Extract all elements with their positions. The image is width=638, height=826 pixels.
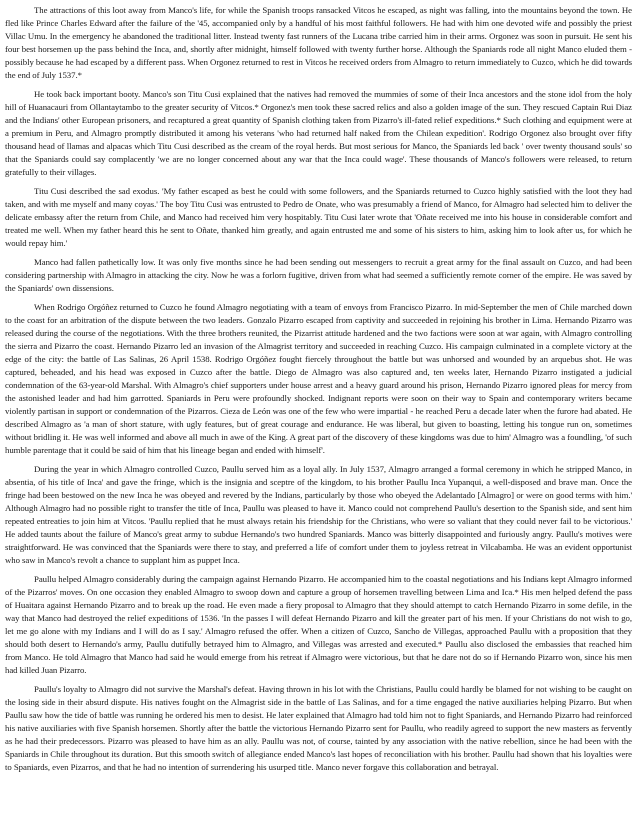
paragraph-7: Paullu helped Almagro considerably during the campaign against Hernando Pizarro. He accompanied him to the coastal negotiations and his Indians kept Almagro informed of the Pizarros' moves. On one occasion they enabled Almagro to swoop down and capture a group of horsemen travelling between Lima and Ica.* His men helped defend the pass of Huaitara against Hernando Pizarro and to break up the road. He even made a fiery proposal to Almagro that they should attempt to catch Hernando Pizarro in some defile, in the way that Manco had destroyed the relief expeditions of 1536. 'In the passes I will defeat Hernando Pizarro and kill the greater part of his men. If your Christians do not wish to go, let me go alone with my Indians and I will do as I say.' Almagro refused the offer. When a citizen of Cuzco, Sancho de Villegas, approached Paullu with a proposition that they should both desert to Hernando's army, Paullu dutifully betrayed him to Almagro, and Villegas was arrested and executed.* Paullu also disclosed the embassies that reached him from Manco. He told Almagro that Manco had said he would emerge from his retreat if Almagro were victorious, but that he dare not do so if Hernando Pizarro won, since his men had killed Juan Pizarro. (5, 574, 632, 675)
paragraph-1: The attractions of this loot away from Manco's life, for while the Spanish troops ransacked Vitcos he escaped, as night was falling, into the mountains beyond the town. He fled like Prince Charles Edward after the failure of the '45, accompanied only by a handful of his most faithful followers. He had with him one devoted wife and possibly the priest Villac Umu. In the emergency he abandoned the traditional litter. Instead twenty fast runners of the Lucana tribe carried him in their arms. Orgonez was soon in pursuit. He sent his four best horsemen up the pass behind the Inca, and, shortly after midnight, himself followed with twenty further horse. Although the Spaniards rode all night Manco eluded them - possibly because he had escaped by a different pass. When Orgonez returned to rest in Vitcos he received orders from Almagro to return immediately to Cuzco, which he did towards the end of July 1537.* (5, 5, 632, 80)
paragraph-2: He took back important booty. Manco's son Titu Cusi explained that the natives had removed the mummies of some of their Inca ancestors and the stone idol from the holy hill of Huanacauri from Ollantaytambo to the greater security of Vitcos.* Orgonez's men took these sacred relics and also a golden image of the sun. They rescued Captain Rui Diaz and the Indians' other European prisoners, and recaptured a great quantity of Spanish clothing taken from Pizarro's ill-fated relief expeditions.* Such clothing and equipment were at a premium in Peru, and Almagro promptly distributed it among his veterans 'who had returned half naked from the Chilean expedition'. Rodrigo Orgonez also brought over fifty thousand head of llamas and alpacas which Titu Cusi described as the cream of the royal herds. But most serious for Manco, the Spaniards led back ' over twenty thousand souls' so that the Spaniards could say complacently 'we are no longer concerned about any war that the Inca could wage'. These thousands of Manco's followers were released, to return gratefully to their villages. (5, 89, 632, 177)
paragraph-4: Manco had fallen pathetically low. It was only five months since he had been sending out messengers to recruit a great army for the final assault on Cuzco, and had been considering partnership with Almagro in attacking the city. Now he was a forlorn fugitive, driven from what had seemed a sufficiently remote corner of the empire. He was saved by the Spaniards' own dissensions. (5, 257, 632, 293)
paragraph-6: During the year in which Almagro controlled Cuzco, Paullu served him as a loyal ally. In July 1537, Almagro arranged a formal ceremony in which he stripped Manco, in absentia, of his title of Inca' and gave the fringe, which is the insignia and sceptre of the kingdom, to his brother Paullu Inca Yupanqui, a well-disposed and brave man. Once the fringe had been bestowed on the new Inca he was obeyed and revered by the Indians, particularly by those who obeyed the Adelantado [Almagro] or were on good terms with him.' Although Almagro had no possible right to transfer the title of Inca, Paullu was pleased to have it. Manco could not comprehend Paullu's desertion to the Spanish side, and sent him repeated entreaties to join him at Vitcos. 'Paullu replied that he must always retain his friendship for the Christians, who were so valiant that they could never fail to be victorious.' He added taunts about the failure of Manco's great army to subdue Hernando's two hundred Spaniards. Manco was bitterly disappointed and furiously angry. Paullu's motives were straightforward. He was convinced that the Spaniards were there to stay, and preferred a life of comfort under them to joyless retreat in Vilcabamba. He was an evident opportunist who saw in Manco's revolt a chance to supplant him as puppet Inca. (5, 464, 632, 565)
paragraph-8: Paullu's loyalty to Almagro did not survive the Marshal's defeat. Having thrown in his lot with the Christians, Paullu could hardly be blamed for not wishing to be caught on the losing side in their absurd dispute. His natives fought on the Almagrist side in the battle of Las Salinas, and for a time engaged the native auxiliaries helping Pizarro. But when Paullu saw how the tide of battle was running he ordered his men to desist. He later explained that Almagro had told him not to fight Spaniards, and Hernando Pizarro had reinforced his native auxiliaries with five Spanish horsemen. Shortly after the battle the victorious Hernando Pizarro sent for Paullu, who readily agreed to support the new masters as fervently as he had their predecessors. Pizarro was pleased to have him as an ally. Paullu was not, of course, tainted by any association with the native rebellion, since he had been with the Spaniards in Chile throughout its duration. But this smooth switch of allegiance ended Manco's last hopes of reconciliation with his brother. Paullu had shown that his loyalties were to Spaniards, even Pizarros, and that he had no intention of surrendering his usurped title. Manco never forgave this collaboration and betrayal. (5, 684, 632, 772)
paragraph-3: Titu Cusi described the sad exodus. 'My father escaped as best he could with some followers, and the Spaniards returned to Cuzco highly satisfied with the loot they had taken, and with me myself and many coyas.' The boy Titu Cusi was entrusted to Pedro de Onate, who was presumably a friend of Manco, for Almagro had selected him to deliver the delicate embassy after the return from Chile, and Manco had received him very hospitably. Titu Cusi later wrote that 'Oñate received me into his house in considerable comfort and treated me well. When my father heard this he sent to Oñate, thanked him greatly, and again entrusted me and some of his sisters to him, asking him to look after us, for which he would repay him.' (5, 186, 632, 248)
paragraph-5: When Rodrigo Orgóñez returned to Cuzco he found Almagro negotiating with a team of envoys from Francisco Pizarro. In mid-September the men of Chile marched down to the coast for an arbitration of the dispute between the two leaders. Gonzalo Pizarro escaped from captivity and succeeded in rejoining his brother in Lima. Hernando Pizarro was released during the course of the negotiations. With the three brothers reunited, the Pizarrist attitude hardened and the two factions were soon at war again, with Almagro controlling the sierra and Pizarro the coast. Hernando Pizarro led an invasion of the Almagrist territory and succeeded in reaching Cuzco. His campaign culminated in a complete victory at the edge of the city: the battle of Las Salinas, 26 April 1538. Rodrigo Orgóñez fought fiercely throughout the battle but was unhorsed and wounded by an arquebus shot. He was captured, beheaded, and his head was exposed in Cuzco after the battle. Diego de Almagro was also captured and, ten weeks later, Hernando Pizarro instigated a judicial condemnation of the 63-year-old Marshal. With Almagro's chief supporters under house arrest and a heavy guard around his prison, Hernando Pizarro ignored pleas for mercy from the astonished leader and had him garrotted. Spaniards in Peru were profoundly shocked. Indignant reports were soon on their way to Spain and contemporary writers became violently partisan in support or condemnation of the Pizarros. Cieza de León was one of the few who were impartial - he reached Peru a decade later when the furore had abated. He described Almagro as 'a man of short stature, with ugly features, but of great courage and endurance. He was liberal, but given to boasting, letting his tongue run on, sometimes without bridling it. He was well informed and above all much in awe of the King. A great part of the discovery of these kingdoms was due to him' Almagro was a foundling, 'of such humble parentage that it could be said of him that his lineage began and ended with himself'. (5, 302, 632, 455)
